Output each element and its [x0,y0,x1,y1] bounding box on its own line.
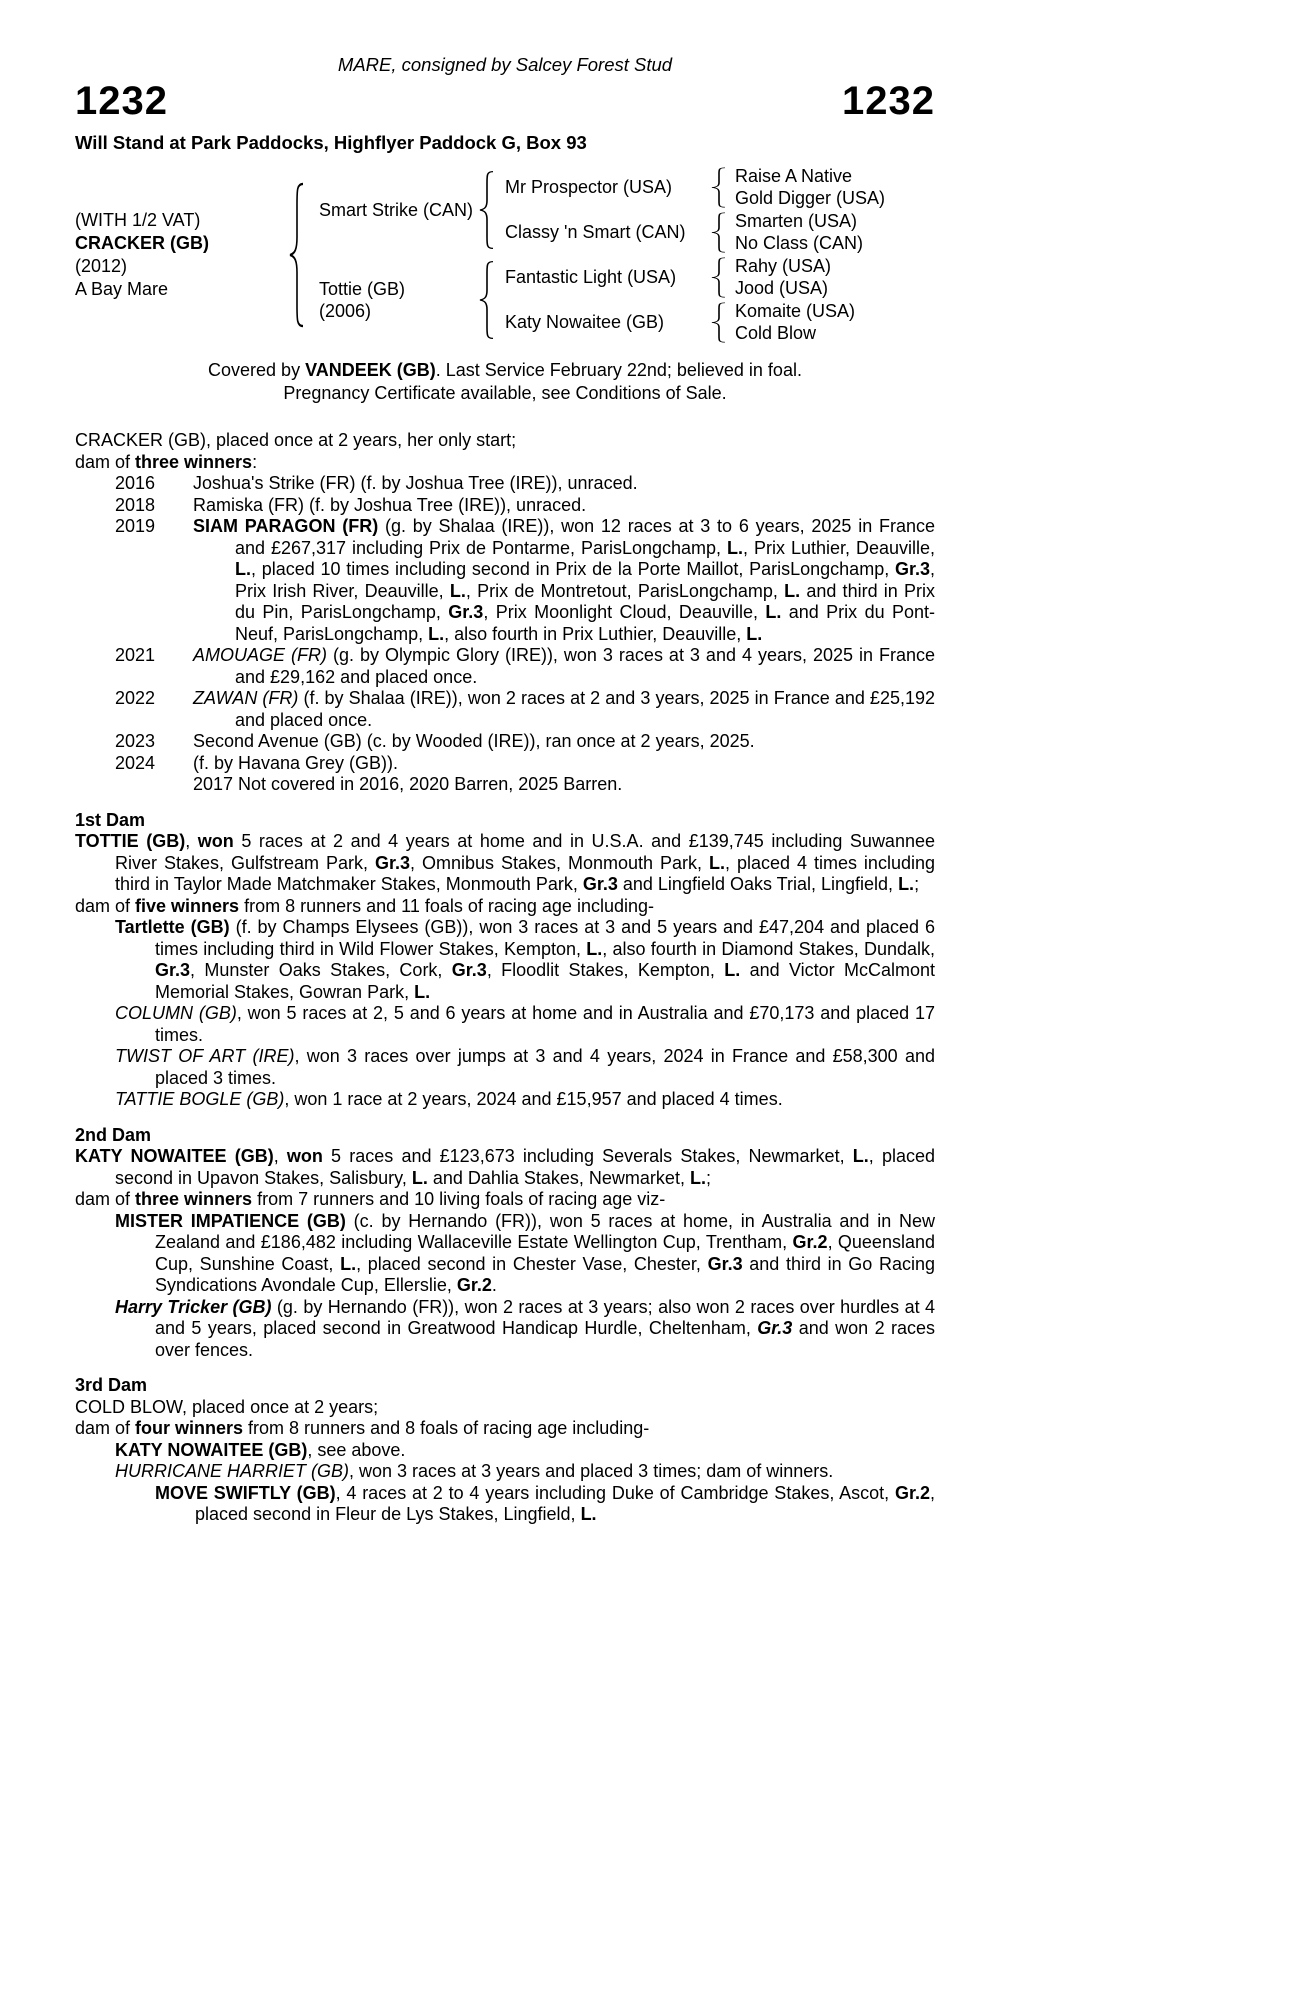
produce-year [115,774,193,796]
produce-text: ZAWAN (FR) (f. by Shalaa (IRE)), won 2 races at 2 and 3 years, 2025 in France and £25,192 and placed once. [193,688,935,730]
consignor-line: MARE, consigned by Salcey Forest Stud [337,54,673,75]
dam-produce-intro: dam of five winners from 8 runners and 11 foals of racing age including- [75,895,654,916]
dam-record: KATY NOWAITEE (GB), won 5 races and £123,673 including Severals Stakes, Newmarket, L., placed second in Upavon Stakes, Salisbury, L. and Dahlia Stakes, Newmarket, L.; [75,1146,935,1188]
covering-statement [75,359,935,404]
dam-record: TOTTIE (GB), won 5 races at 2 and 4 years at home and in U.S.A. and £139,745 including Suwannee River Stakes, Gulfstream Park, Gr.3, Omnibus Stakes, Monmouth Park, L., placed 4 times including third in Taylor Made Matchmaker Stakes, Monmouth Park, Gr.3 and Lingfield Oaks Trial, Lingfield, L.; [75,831,935,894]
dam-branch [307,255,935,345]
section-heading: 2nd Dam [75,1124,152,1145]
produce-text: Ramiska (FR) (f. by Joshua Tree (IRE)), unraced. [193,494,587,515]
pedigree-subject [75,209,287,301]
produce-row [75,495,935,517]
brace-icon [709,212,729,253]
progeny-entry: TWIST OF ART (IRE), won 3 races over jumps at 3 and 4 years, 2024 in France and £58,300 and placed 3 times. [115,1046,935,1088]
great-grandparent-name: Rahy (USA) [735,256,832,276]
vat-note: (WITH 1/2 VAT) [75,210,201,230]
produce-row [75,688,935,731]
pedigree-generations [307,165,935,345]
great-grandparent-name: No Class (CAN) [735,232,864,253]
produce-row [75,473,935,495]
sire-name: Smart Strike (CAN) [319,200,474,220]
section-heading: 1st Dam [75,809,146,830]
produce-text: AMOUAGE (FR) (g. by Olympic Glory (IRE)), won 3 races at 3 and 4 years, 2025 in France and £29,162 and placed once. [193,645,935,687]
produce-year: 2021 [115,645,156,665]
third-dam-section [75,1375,935,1526]
produce-row [75,645,935,688]
produce-text: Second Avenue (GB) (c. by Wooded (IRE)), ran once at 2 years, 2025. [193,731,755,751]
dam-produce-intro: dam of four winners from 8 runners and 8 foals of racing age including- [75,1418,650,1438]
produce-row [75,753,935,775]
great-grandparent-name: Jood (USA) [735,277,829,298]
produce-year: 2016 [115,473,156,493]
mare-dam-line: dam of three winners: [75,451,258,472]
produce-record [75,473,935,796]
first-dam-section [75,810,935,1111]
progeny-entry: Tartlette (GB) (f. by Champs Elysees (GB)), won 3 races at 3 and 5 years and £47,204 and placed 6 times including third in Wild Flower Stakes, Kempton, L., also fourth in Diamond Stakes, Dundalk, Gr.3, Munster Oaks Stakes, Cork, Gr.3, Floodlit Stakes, Kempton, L. and Victor McCalmont Memorial Stakes, Gowran Park, L. [115,917,936,1002]
brace-icon [709,257,729,298]
brace-icon [287,181,307,329]
lot-number-row [75,78,935,123]
progeny-entry: MISTER IMPATIENCE (GB) (c. by Hernando (FR)), won 5 races at home, in Australia and in New Zealand and £186,482 including Wallaceville Estate Wellington Cup, Trentham, Gr.2, Queensland Cup, Sunshine Coast, L., placed second in Chester Vase, Chester, Gr.3 and third in Go Racing Syndications Avondale Cup, Ellerslie, Gr.2. [115,1210,936,1295]
produce-year: 2024 [115,752,156,773]
stand-location-line: Will Stand at Park Paddocks, Highflyer Paddock G, Box 93 [75,131,587,153]
horse-name: CRACKER (GB) [75,233,209,253]
pregnancy-certificate-line: Pregnancy Certificate available, see Conditions of Sale. [283,382,727,403]
produce-text: Joshua's Strike (FR) (f. by Joshua Tree (IRE)), unraced. [193,473,638,493]
lot-number-right: 1232 [842,78,935,123]
grandparent-name: Katy Nowaitee (GB) [505,311,665,332]
progeny-entry: COLUMN (GB), won 5 races at 2, 5 and 6 years at home and in Australia and £70,173 and placed 17 times. [115,1003,935,1045]
grandsire-branch [497,165,935,210]
brace-icon [709,167,729,208]
sire-branch [307,165,935,255]
section-heading: 3rd Dam [75,1375,148,1395]
great-grandparent-name: Gold Digger (USA) [735,187,886,208]
lot-number-left: 1232 [75,78,168,123]
grandparent-name: Classy 'n Smart (CAN) [505,221,686,242]
grandsire-branch [497,255,935,300]
second-dam-section [75,1125,935,1362]
foaling-year: (2012) [75,256,128,276]
great-grandparent-name: Komaite (USA) [735,301,856,321]
produce-row [75,516,935,645]
produce-year: 2023 [115,731,156,751]
great-grandparent-name: Smarten (USA) [735,211,858,231]
grandparent-name: Fantastic Light (USA) [505,266,677,287]
granddam-branch [497,210,935,255]
mare-race-record [75,430,935,473]
great-grandparent-name: Raise A Native [735,166,853,186]
produce-text: (f. by Havana Grey (GB)). [193,752,399,773]
progeny-entry: TATTIE BOGLE (GB), won 1 race at 2 years, 2024 and £15,957 and placed 4 times. [115,1089,783,1109]
progeny-entry: MOVE SWIFTLY (GB), 4 races at 2 to 4 years including Duke of Cambridge Stakes, Ascot, Gr.2, placed second in Fleur de Lys Stakes, Lingfield, L. [155,1482,935,1524]
produce-row [75,774,935,796]
produce-year: 2018 [115,494,156,515]
brace-icon [477,170,497,250]
dam-name: Tottie (GB) (2006) [319,279,406,321]
dam-produce-intro: dam of three winners from 7 runners and 10 living foals of racing age viz- [75,1189,666,1209]
progeny-entry: KATY NOWAITEE (GB), see above. [115,1439,406,1460]
granddam-branch [497,300,935,345]
produce-year: 2022 [115,688,156,708]
produce-text: 2017 Not covered in 2016, 2020 Barren, 2025 Barren. [193,774,623,794]
produce-year: 2019 [115,516,156,536]
mare-record-line: CRACKER (GB), placed once at 2 years, her only start; [75,430,517,450]
produce-text: SIAM PARAGON (FR) (g. by Shalaa (IRE)), won 12 races at 3 to 6 years, 2025 in France and £267,317 including Prix de Pontarme, ParisLongchamp, L., Prix Luthier, Deauville, L., placed 10 times including second in Prix de la Porte Maillot, ParisLongchamp, Gr.3, Prix Irish River, Deauville, L., Prix de Montretout, ParisLongchamp, L. and third in Prix du Pin, ParisLongchamp, Gr.3, Prix Moonlight Cloud, Deauville, L. and Prix du Pont-Neuf, ParisLongchamp, L., also fourth in Prix Luthier, Deauville, L. [193,516,936,644]
produce-row [75,731,935,753]
dam-record: COLD BLOW, placed once at 2 years; [75,1396,379,1417]
catalogue-page [75,0,935,1526]
great-grandparent-name: Cold Blow [735,322,817,343]
progeny-entry: Harry Tricker (GB) (g. by Hernando (FR)), won 2 races at 3 years; also won 2 races over hurdles at 4 and 5 years, placed second in Greatwood Handicap Hurdle, Cheltenham, Gr.3 and won 2 races over fences. [115,1296,935,1360]
brace-icon [709,302,729,343]
horse-description: A Bay Mare [75,279,169,299]
progeny-entry: HURRICANE HARRIET (GB), won 3 races at 3 years and placed 3 times; dam of winners. [115,1461,834,1481]
brace-icon [477,260,497,340]
covered-line: Covered by VANDEEK (GB). Last Service February 22nd; believed in foal. [208,360,802,380]
pedigree-table [75,165,935,345]
grandparent-name: Mr Prospector (USA) [505,176,673,197]
